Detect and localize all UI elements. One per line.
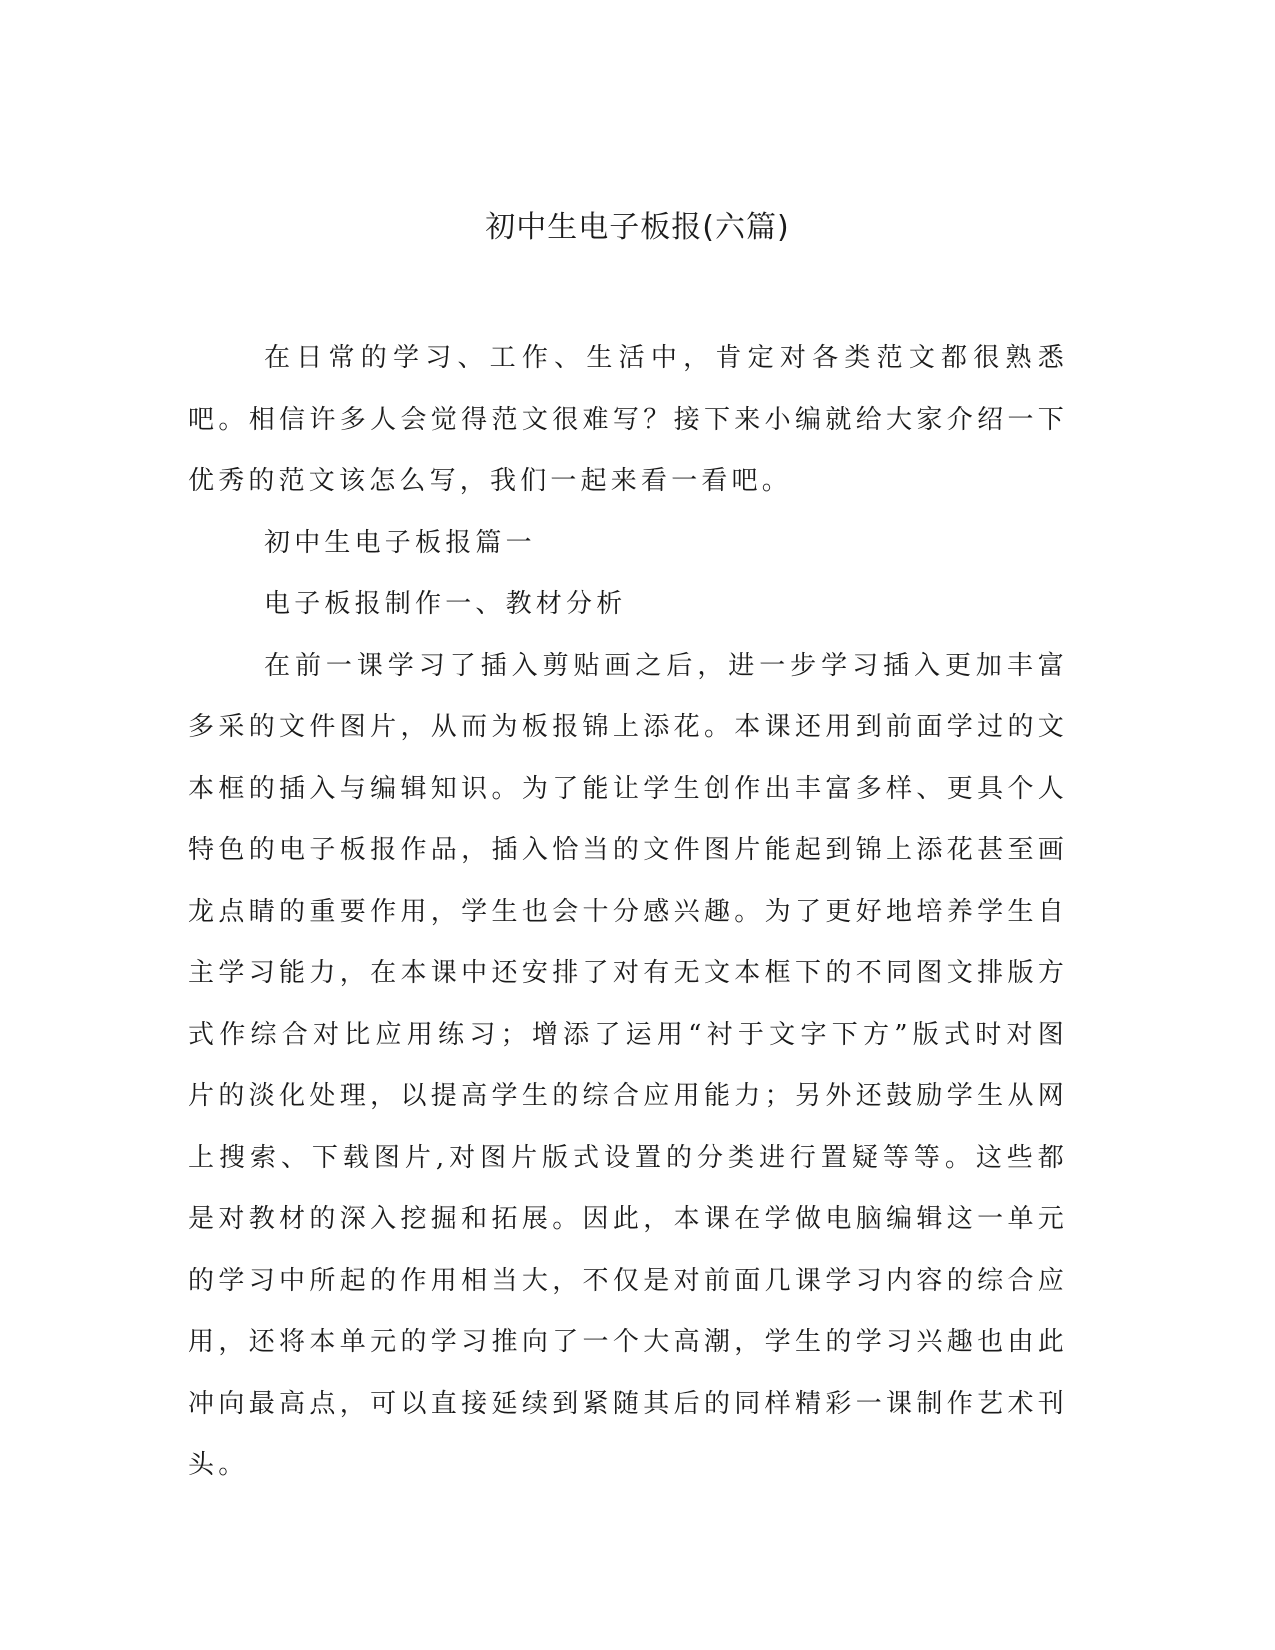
intro-paragraph: 在日常的学习、工作、生活中，肯定对各类范文都很熟悉吧。相信许多人会觉得范文很难写？接下来小编就给大家介绍一下优秀的范文该怎么写，我们一起来看一看吧。 [188, 343, 1068, 496]
document-title: 初中生电子板报(六篇) [485, 210, 790, 245]
subsection-heading: 电子板报制作一、教材分析 [264, 589, 627, 619]
analysis-paragraph: 在前一课学习了插入剪贴画之后，进一步学习插入更加丰富多采的文件图片，从而为板报锦上添花。本课还用到前面学过的文本框的插入与编辑知识。为了能让学生创作出丰富多样、更具个人特色的电子板报作品，插入恰当的文件图片能起到锦上添花甚至画龙点睛的重要作用，学生也会十分感兴趣。为了更好地培养学生自主学习能力，在本课中还安排了对有无文本框下的不同图文排版方式作综合对比应用练习；增添了运用“衬于文字下方”版式时对图片的淡化处理，以提高学生的综合应用能力；另外还鼓励学生从网上搜索、下载图片,对图片版式设置的分类进行置疑等等。这些都是对教材的深入挖掘和拓展。因此，本课在学做电脑编辑这一单元的学习中所起的作用相当大，不仅是对前面几课学习内容的综合应用，还将本单元的学习推向了一个大高潮，学生的学习兴趣也由此冲向最高点，可以直接延续到紧随其后的同样精彩一课制作艺术刊头。 [188, 650, 1068, 1480]
document-body [188, 328, 1068, 1497]
section-heading: 初中生电子板报篇一 [264, 527, 536, 558]
